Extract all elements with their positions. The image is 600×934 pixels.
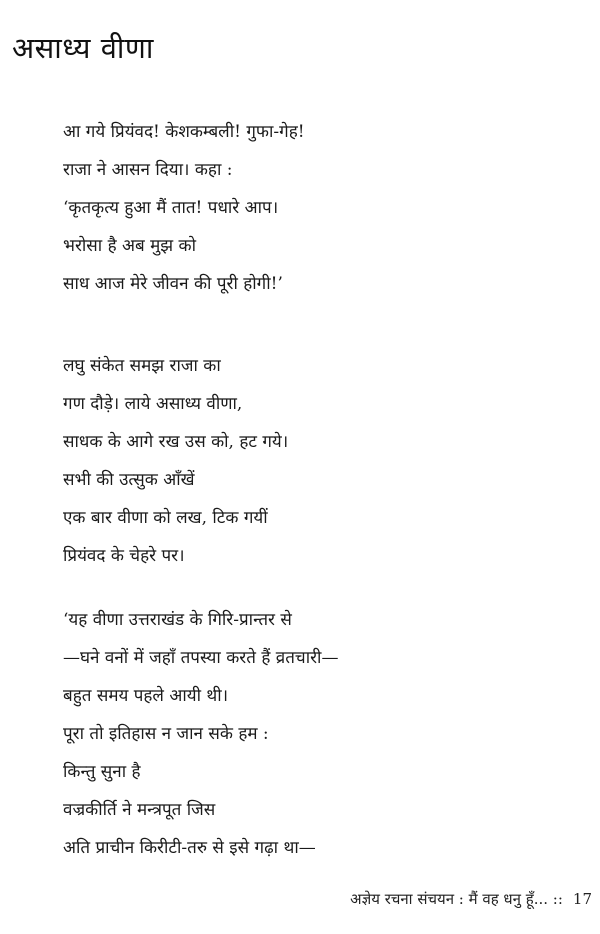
poem-line: राजा ने आसन दिया। कहा :: [63, 160, 233, 180]
poem-line: आ गये प्रियंवद! केशकम्बली! गुफा-गेह!: [63, 122, 305, 142]
poem-line: किन्तु सुना है: [63, 762, 141, 782]
stanza-1: [63, 113, 305, 303]
poem-line: एक बार वीणा को लख, टिक गयीं: [63, 508, 268, 528]
running-title: अज्ञेय रचना संचयन : मैं वह धनु हूँ... ::: [350, 890, 563, 908]
poem-line: ‘यह वीणा उत्तराखंड के गिरि-प्रान्तर से: [63, 610, 292, 630]
poem-line: साधक के आगे रख उस को, हट गये।: [63, 432, 289, 452]
poem-line: पूरा तो इतिहास न जान सके हम :: [63, 724, 269, 744]
poem-line: प्रियंवद के चेहरे पर।: [63, 546, 185, 566]
poem-line: भरोसा है अब मुझ को: [63, 236, 197, 256]
stanza-3: [63, 601, 338, 867]
poem-line: गण दौड़े। लाये असाध्य वीणा,: [63, 394, 243, 414]
poem-line: ‘कृतकृत्य हुआ मैं तात! पधारे आप।: [63, 198, 279, 218]
poem-line: सभी की उत्सुक आँखें: [63, 470, 195, 490]
poem-line: साध आज मेरे जीवन की पूरी होगी!’: [63, 274, 283, 294]
poem-line: बहुत समय पहले आयी थी।: [63, 686, 229, 706]
poem-title: असाध्य वीणा: [12, 31, 154, 65]
page-number: 17: [572, 890, 592, 908]
poem-line: —घने वनों में जहाँ तपस्या करते हैं व्रतचारी—: [63, 648, 339, 668]
poem-line: अति प्राचीन किरीटी-तरु से इसे गढ़ा था—: [63, 838, 316, 858]
poem-line: वज्रकीर्ति ने मन्त्रपूत जिस: [63, 800, 216, 820]
page-footer: [350, 889, 592, 909]
stanza-2: [63, 347, 288, 575]
poem-line: लघु संकेत समझ राजा का: [63, 356, 221, 376]
